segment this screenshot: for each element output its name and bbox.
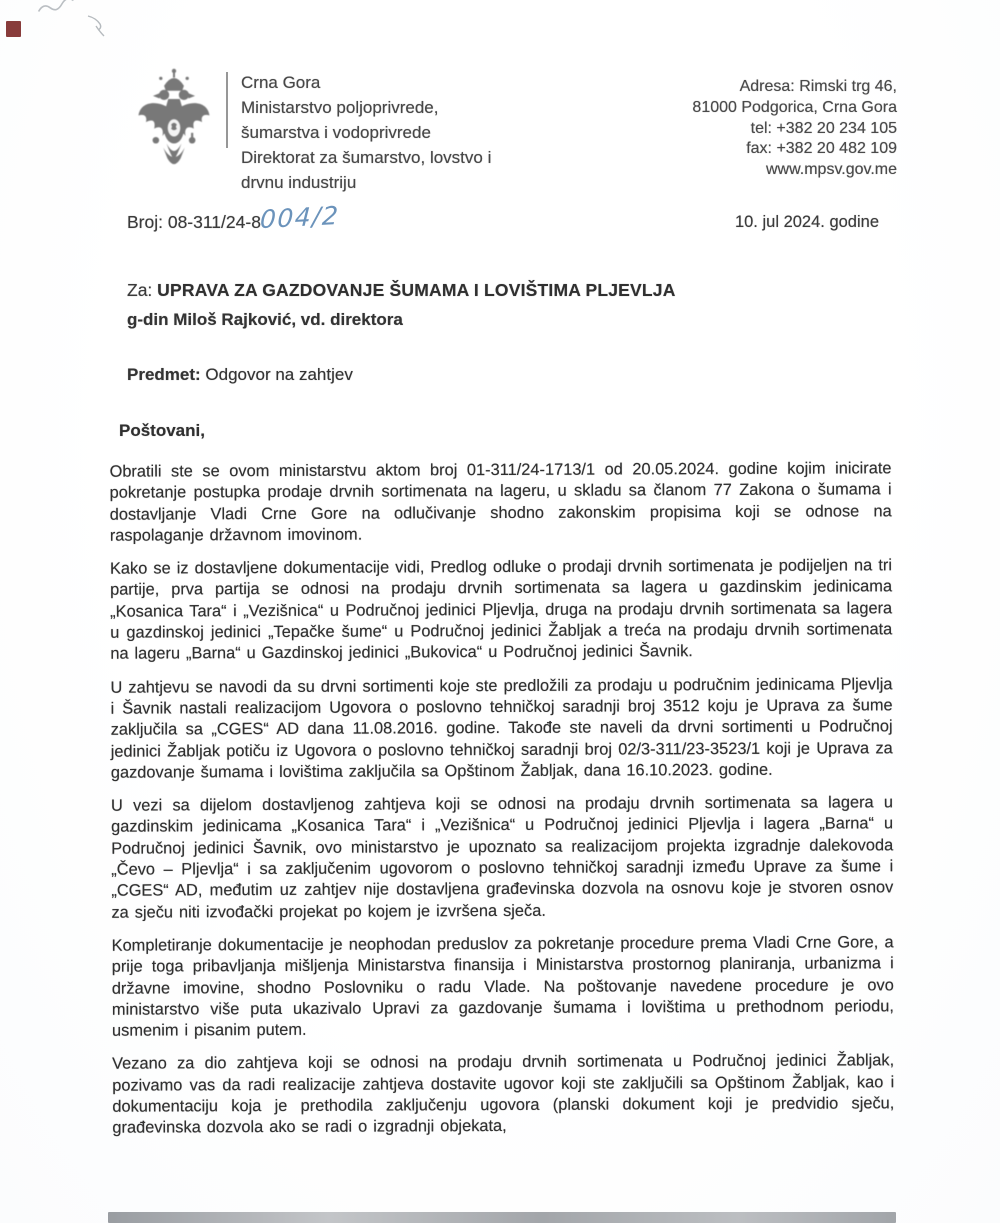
document-number-handwritten: 004/2 (259, 200, 341, 235)
org-line-ministry-1: Ministarstvo poljoprivrede, (241, 98, 439, 117)
montenegro-coat-of-arms-icon (132, 66, 216, 198)
website-line: www.mpsv.gov.me (766, 161, 897, 179)
body-paragraph: U vezi sa dijelom dostavljenog zahtjeva koji se odnosi na prodaju drvnih sortimenata sa lagera u gazdinskim jedinicama „Kosanica Tara“ i „Vezišnica“ u Područnoj jedinici Pljevlja i lagera „Barna“ u Područnoj jedinici Šavnik, ovo ministarstvo je upoznato sa realizacijom projekta izgradnje dalekovoda „Čevo – Pljevlja“ i sa zaključenim ugovorom o poslovno tehničkoj saradnji između Uprave za šume i „CGES“ AD, međutim uz zahtjev nije dostavljena građevinska dozvola na osnovu koje je stvoren osnov za sječu niti izvođački projekat po kojem je izvršena sječa. (110, 793, 894, 922)
org-line-country: Crna Gora (241, 73, 321, 92)
body-paragraph: Kako se iz dostavljene dokumentacije vidi, Predlog odluke o prodaji drvnih sortimenata je podijeljen na tri partije, prva partija se odnosi na prodaju drvnih sortimenata sa lagera u gazdinskim jedinicama „Kosanica Tara“ i „Vezišnica“ u Područnoj jedinici Pljevlja, druga na prodaju drvnih sortimenata sa lagera u gazdinskoj jedinici „Tepačke šume“ u Područnoj jedinici Žabljak a treća na prodaju drvnih sortimenata na lageru „Barna“ u Gazdinskoj jedinici „Bukovica“ u Područnoj jedinici Šavnik. (109, 556, 893, 664)
recipient-person: g-din Miloš Rajković, vd. direktora (127, 310, 403, 329)
document-number-line (127, 200, 341, 235)
salutation: Poštovani, (119, 421, 205, 440)
red-corner-mark (6, 21, 21, 37)
body-paragraph: Vezano za dio zahtjeva koji se odnosi na prodaju drvnih sortimenata u Područnoj jedinici Žabljak, pozivamo vas da radi realizacije zahtjeva dostavite ugovor koji ste zaključili sa Opštinom Žabljak, kao i dokumentaciju koja je prethodila zaključenju ugovora (planski dokument koji je predvidio sječu, građevinska dozvola ako se radi o izgradnji objekata, (112, 1051, 895, 1138)
pencil-scribble (35, 0, 77, 16)
org-line-directorate-2: drvnu industriju (241, 173, 357, 192)
org-line-ministry-2: šumarstva i vodoprivrede (241, 123, 431, 142)
recipient-za-label: Za: (127, 280, 158, 300)
pencil-scribble (84, 12, 108, 38)
fax-line: fax: +382 20 482 109 (746, 140, 897, 158)
address-line: Adresa: Rimski trg 46, (739, 78, 897, 95)
subject-value: Odgovor na zahtjev (205, 365, 353, 384)
letter-body (109, 458, 894, 1151)
document-date: 10. jul 2024. godine (734, 213, 879, 231)
ministry-name-block (241, 70, 491, 195)
subject-label: Predmet: (127, 365, 206, 384)
address-block (692, 77, 897, 181)
body-paragraph: U zahtjevu se navodi da su drvni sortimenti koje ste predložili za prodaju u područnim jedinicama Pljevlja i Šavnik nastali realizacijom Ugovora o poslovno tehničkoj saradnji broj 3512 koju je Uprava za šume zaključila sa „CGES“ AD dana 11.08.2016. godine. Takođe ste naveli da drvni sortimenti u Područnoj jedinici Žabljak potiču iz Ugovora o poslovno tehničkoj saradnji broj 02/3-311/23-3523/1 koji je Uprava za gazdovanje šumama i lovištima zaključila sa Opštinom Žabljak, dana 16.10.2023. godine. (110, 674, 893, 782)
phone-line: tel: +382 20 234 105 (750, 119, 897, 137)
document-number-printed: Broj: 08-311/24-8 (127, 212, 261, 232)
recipient-line (127, 280, 676, 301)
body-paragraph: Kompletiranje dokumentacije je neophodan preduslov za pokretanje procedure prema Vladi Crne Gore, a prije toga pribavljanja mišljenja Ministarstva finansija i Ministarstva prostornog planiranja, urbanizma i državne imovine, shodno Poslovniku o radu Vlade. Na poštovanje navedene procedure je ovo ministarstvo više puta ukazivalo Upravi za gazdovanje šumama i lovištima u prethodnom periodu, usmenim i pisanim putem. (111, 933, 894, 1040)
header-divider (226, 72, 228, 148)
subject-line (127, 365, 353, 385)
address-line: 81000 Podgorica, Crna Gora (692, 98, 897, 116)
org-line-directorate-1: Direktorat za šumarstvo, lovstvo i (241, 148, 492, 167)
body-paragraph: Obratili ste se ovom ministarstvu aktom broj 01-311/24-1713/1 od 20.05.2024. godine kojim inicirate pokretanje postupka prodaje drvnih sortimenata na lageru, u skladu sa članom 77 Zakona o šumama i dostavljanje Vladi Crne Gore na odlučivanje shodno zakonskim propisima koji se odnose na raspolaganje državnom imovinom. (109, 459, 892, 545)
bottom-scan-bar (108, 1212, 896, 1223)
recipient-organization: UPRAVA ZA GAZDOVANJE ŠUMAMA I LOVIŠTIMA PLJEVLJA (157, 280, 676, 300)
